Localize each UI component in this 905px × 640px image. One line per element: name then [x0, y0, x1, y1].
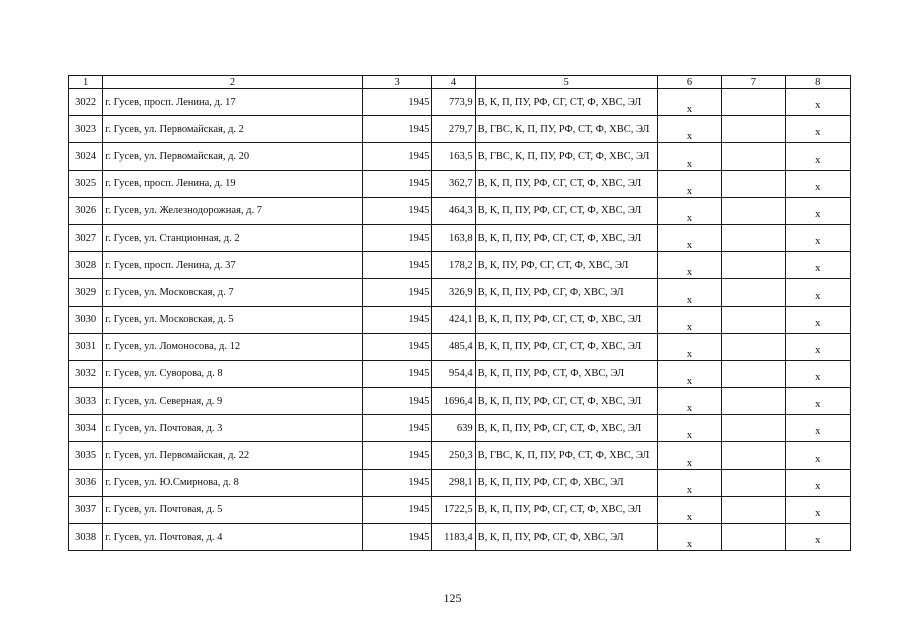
- record-number-cell: 3038: [69, 524, 103, 551]
- table-row: [69, 442, 851, 469]
- column-7-cell: [722, 170, 785, 197]
- utilities-cell: В, ГВС, К, П, ПУ, РФ, СТ, Ф, ХВС, ЭЛ: [475, 116, 657, 143]
- record-number-cell: 3029: [69, 279, 103, 306]
- table-row: [69, 306, 851, 333]
- column-6-mark-cell: x: [657, 496, 721, 523]
- column-header: 7: [722, 76, 785, 89]
- year-cell: 1945: [362, 116, 431, 143]
- column-6-mark-cell: x: [657, 469, 721, 496]
- record-number-cell: 3023: [69, 116, 103, 143]
- area-cell: 954,4: [432, 360, 475, 387]
- year-cell: 1945: [362, 143, 431, 170]
- area-cell: 163,5: [432, 143, 475, 170]
- column-6-mark-cell: x: [657, 170, 721, 197]
- address-cell: г. Гусев, ул. Ломоносова, д. 12: [103, 333, 363, 360]
- area-cell: 464,3: [432, 197, 475, 224]
- column-number-row: [69, 76, 851, 89]
- utilities-cell: В, К, П, ПУ, РФ, СГ, СТ, Ф, ХВС, ЭЛ: [475, 306, 657, 333]
- year-cell: 1945: [362, 360, 431, 387]
- year-cell: 1945: [362, 442, 431, 469]
- column-8-mark-cell: x: [785, 496, 850, 523]
- address-cell: г. Гусев, ул. Первомайская, д. 2: [103, 116, 363, 143]
- utilities-cell: В, К, П, ПУ, РФ, СГ, СТ, Ф, ХВС, ЭЛ: [475, 197, 657, 224]
- column-6-mark-cell: x: [657, 116, 721, 143]
- column-7-cell: [722, 388, 785, 415]
- utilities-cell: В, К, П, ПУ, РФ, СГ, Ф, ХВС, ЭЛ: [475, 279, 657, 306]
- area-cell: 1696,4: [432, 388, 475, 415]
- column-8-mark-cell: x: [785, 469, 850, 496]
- table-row: [69, 197, 851, 224]
- table-row: [69, 224, 851, 251]
- column-8-mark-cell: x: [785, 388, 850, 415]
- column-8-mark-cell: x: [785, 89, 850, 116]
- area-cell: 250,3: [432, 442, 475, 469]
- table-row: [69, 496, 851, 523]
- column-8-mark-cell: x: [785, 415, 850, 442]
- address-cell: г. Гусев, ул. Первомайская, д. 22: [103, 442, 363, 469]
- area-cell: 1722,5: [432, 496, 475, 523]
- utilities-cell: В, К, П, ПУ, РФ, СГ, СТ, Ф, ХВС, ЭЛ: [475, 496, 657, 523]
- utilities-cell: В, К, П, ПУ, РФ, СГ, Ф, ХВС, ЭЛ: [475, 524, 657, 551]
- column-8-mark-cell: x: [785, 524, 850, 551]
- column-header: 8: [785, 76, 850, 89]
- column-header: 4: [432, 76, 475, 89]
- column-7-cell: [722, 89, 785, 116]
- record-number-cell: 3034: [69, 415, 103, 442]
- column-7-cell: [722, 143, 785, 170]
- column-7-cell: [722, 415, 785, 442]
- column-7-cell: [722, 279, 785, 306]
- column-6-mark-cell: x: [657, 89, 721, 116]
- area-cell: 1183,4: [432, 524, 475, 551]
- table-row: [69, 360, 851, 387]
- column-7-cell: [722, 442, 785, 469]
- column-6-mark-cell: x: [657, 279, 721, 306]
- address-cell: г. Гусев, просп. Ленина, д. 17: [103, 89, 363, 116]
- column-7-cell: [722, 197, 785, 224]
- year-cell: 1945: [362, 496, 431, 523]
- year-cell: 1945: [362, 388, 431, 415]
- area-cell: 298,1: [432, 469, 475, 496]
- column-8-mark-cell: x: [785, 442, 850, 469]
- record-number-cell: 3030: [69, 306, 103, 333]
- utilities-cell: В, К, П, ПУ, РФ, СТ, Ф, ХВС, ЭЛ: [475, 360, 657, 387]
- column-7-cell: [722, 333, 785, 360]
- column-6-mark-cell: x: [657, 442, 721, 469]
- column-header: 2: [103, 76, 363, 89]
- utilities-cell: В, К, П, ПУ, РФ, СГ, СТ, Ф, ХВС, ЭЛ: [475, 388, 657, 415]
- column-7-cell: [722, 496, 785, 523]
- area-cell: 326,9: [432, 279, 475, 306]
- column-8-mark-cell: x: [785, 116, 850, 143]
- column-header: 5: [475, 76, 657, 89]
- record-number-cell: 3032: [69, 360, 103, 387]
- column-7-cell: [722, 360, 785, 387]
- year-cell: 1945: [362, 224, 431, 251]
- table-row: [69, 116, 851, 143]
- utilities-cell: В, ГВС, К, П, ПУ, РФ, СТ, Ф, ХВС, ЭЛ: [475, 442, 657, 469]
- year-cell: 1945: [362, 252, 431, 279]
- record-number-cell: 3022: [69, 89, 103, 116]
- housing-register-table: [68, 75, 851, 551]
- area-cell: 485,4: [432, 333, 475, 360]
- year-cell: 1945: [362, 333, 431, 360]
- table-row: [69, 333, 851, 360]
- column-8-mark-cell: x: [785, 360, 850, 387]
- record-number-cell: 3028: [69, 252, 103, 279]
- utilities-cell: В, К, П, ПУ, РФ, СГ, Ф, ХВС, ЭЛ: [475, 469, 657, 496]
- utilities-cell: В, К, П, ПУ, РФ, СГ, СТ, Ф, ХВС, ЭЛ: [475, 89, 657, 116]
- year-cell: 1945: [362, 197, 431, 224]
- record-number-cell: 3024: [69, 143, 103, 170]
- year-cell: 1945: [362, 415, 431, 442]
- record-number-cell: 3025: [69, 170, 103, 197]
- record-number-cell: 3037: [69, 496, 103, 523]
- address-cell: г. Гусев, ул. Московская, д. 5: [103, 306, 363, 333]
- address-cell: г. Гусев, ул. Ю.Смирнова, д. 8: [103, 469, 363, 496]
- address-cell: г. Гусев, ул. Почтовая, д. 4: [103, 524, 363, 551]
- table-row: [69, 252, 851, 279]
- table-row: [69, 524, 851, 551]
- area-cell: 163,8: [432, 224, 475, 251]
- address-cell: г. Гусев, ул. Северная, д. 9: [103, 388, 363, 415]
- column-8-mark-cell: x: [785, 170, 850, 197]
- column-6-mark-cell: x: [657, 306, 721, 333]
- column-8-mark-cell: x: [785, 333, 850, 360]
- column-7-cell: [722, 469, 785, 496]
- record-number-cell: 3033: [69, 388, 103, 415]
- column-7-cell: [722, 524, 785, 551]
- address-cell: г. Гусев, ул. Станционная, д. 2: [103, 224, 363, 251]
- column-7-cell: [722, 116, 785, 143]
- address-cell: г. Гусев, просп. Ленина, д. 19: [103, 170, 363, 197]
- area-cell: 639: [432, 415, 475, 442]
- table-row: [69, 89, 851, 116]
- column-7-cell: [722, 306, 785, 333]
- column-8-mark-cell: x: [785, 252, 850, 279]
- column-6-mark-cell: x: [657, 415, 721, 442]
- address-cell: г. Гусев, ул. Суворова, д. 8: [103, 360, 363, 387]
- utilities-cell: В, К, П, ПУ, РФ, СГ, СТ, Ф, ХВС, ЭЛ: [475, 333, 657, 360]
- column-8-mark-cell: x: [785, 306, 850, 333]
- table-row: [69, 469, 851, 496]
- page-number: 125: [443, 591, 462, 605]
- table-row: [69, 415, 851, 442]
- column-6-mark-cell: x: [657, 224, 721, 251]
- year-cell: 1945: [362, 469, 431, 496]
- address-cell: г. Гусев, ул. Почтовая, д. 5: [103, 496, 363, 523]
- address-cell: г. Гусев, ул. Почтовая, д. 3: [103, 415, 363, 442]
- column-6-mark-cell: x: [657, 197, 721, 224]
- table-row: [69, 170, 851, 197]
- column-6-mark-cell: x: [657, 143, 721, 170]
- year-cell: 1945: [362, 524, 431, 551]
- utilities-cell: В, К, ПУ, РФ, СГ, СТ, Ф, ХВС, ЭЛ: [475, 252, 657, 279]
- column-6-mark-cell: x: [657, 360, 721, 387]
- column-8-mark-cell: x: [785, 224, 850, 251]
- column-7-cell: [722, 252, 785, 279]
- area-cell: 424,1: [432, 306, 475, 333]
- table-row: [69, 143, 851, 170]
- column-header: 3: [362, 76, 431, 89]
- address-cell: г. Гусев, ул. Железнодорожная, д. 7: [103, 197, 363, 224]
- utilities-cell: В, К, П, ПУ, РФ, СГ, СТ, Ф, ХВС, ЭЛ: [475, 170, 657, 197]
- column-8-mark-cell: x: [785, 143, 850, 170]
- column-6-mark-cell: x: [657, 252, 721, 279]
- year-cell: 1945: [362, 306, 431, 333]
- address-cell: г. Гусев, просп. Ленина, д. 37: [103, 252, 363, 279]
- utilities-cell: В, К, П, ПУ, РФ, СГ, СТ, Ф, ХВС, ЭЛ: [475, 415, 657, 442]
- column-header: 1: [69, 76, 103, 89]
- column-6-mark-cell: x: [657, 388, 721, 415]
- address-cell: г. Гусев, ул. Московская, д. 7: [103, 279, 363, 306]
- record-number-cell: 3031: [69, 333, 103, 360]
- column-6-mark-cell: x: [657, 524, 721, 551]
- record-number-cell: 3035: [69, 442, 103, 469]
- table-row: [69, 279, 851, 306]
- column-8-mark-cell: x: [785, 279, 850, 306]
- area-cell: 362,7: [432, 170, 475, 197]
- utilities-cell: В, К, П, ПУ, РФ, СГ, СТ, Ф, ХВС, ЭЛ: [475, 224, 657, 251]
- column-8-mark-cell: x: [785, 197, 850, 224]
- address-cell: г. Гусев, ул. Первомайская, д. 20: [103, 143, 363, 170]
- area-cell: 279,7: [432, 116, 475, 143]
- area-cell: 178,2: [432, 252, 475, 279]
- record-number-cell: 3026: [69, 197, 103, 224]
- table-body: [69, 89, 851, 551]
- year-cell: 1945: [362, 89, 431, 116]
- year-cell: 1945: [362, 279, 431, 306]
- year-cell: 1945: [362, 170, 431, 197]
- table-row: [69, 388, 851, 415]
- utilities-cell: В, ГВС, К, П, ПУ, РФ, СТ, Ф, ХВС, ЭЛ: [475, 143, 657, 170]
- column-6-mark-cell: x: [657, 333, 721, 360]
- record-number-cell: 3027: [69, 224, 103, 251]
- record-number-cell: 3036: [69, 469, 103, 496]
- column-7-cell: [722, 224, 785, 251]
- column-header: 6: [657, 76, 721, 89]
- area-cell: 773,9: [432, 89, 475, 116]
